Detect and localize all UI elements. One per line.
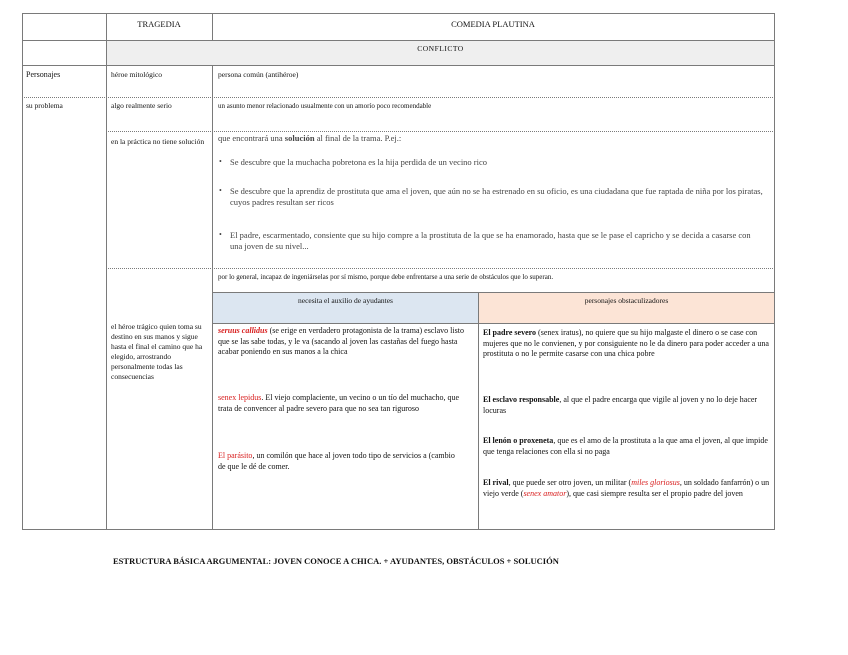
bullet-icon: •: [219, 230, 222, 239]
obstacle-name: El rival: [483, 478, 509, 487]
helper-parasito: [218, 451, 458, 472]
grid-line: [22, 529, 775, 530]
footer-summary: ESTRUCTURA BÁSICA ARGUMENTAL: JOVEN CONOCE A CHICA. + AYUDANTES, OBSTÁCULOS + SOLUCIÓN: [113, 556, 559, 566]
grid-line: [106, 13, 107, 530]
grid-line: [213, 323, 775, 324]
grid-line-dotted: [22, 97, 775, 98]
helper-name: El parásito: [218, 451, 253, 460]
helper-name: senex lepidus: [218, 393, 262, 402]
obstacle-padre: [483, 328, 771, 360]
camino-intro: por lo general, incapaz de ingeniárselas por sí mismo, porque debe enfrentarse a una serie de obstáculos que lo superan.: [218, 273, 554, 281]
grid-line: [22, 13, 23, 530]
helper-name: seruus callidus: [218, 326, 268, 335]
grid-line: [213, 292, 775, 293]
personajes-comedia: persona común (antihéroe): [218, 70, 299, 79]
solucion-intro-a: que encontrará una: [218, 133, 285, 143]
helper-desc: . El viejo complaciente, un vecino o un tío del muchacho, que trata de convencer al padre severo para que no sea tan riguroso: [218, 393, 460, 413]
obstacle-latin-term: miles gloriosus: [631, 478, 680, 487]
obstacle-name: El esclavo responsable: [483, 395, 560, 404]
helper-desc: , un comilón que hace al joven todo tipo de servicios a (cambio de que le dé de comer.: [218, 451, 455, 471]
personajes-tragedia: héroe mitológico: [111, 70, 163, 79]
bullet-icon: •: [219, 186, 222, 195]
solucion-example-2: Se descubre que la aprendiz de prostituta que ama el joven, que aún no se ha estrenado en su oficio, es una ciudadana que fue raptada de niña por los piratas, cuyos padres resultan ser ricos: [230, 186, 763, 207]
obstacle-name: El padre severo: [483, 328, 537, 337]
grid-line: [774, 13, 775, 530]
obstacle-desc: , un soldado fanfarrón) o un viejo verde (: [483, 478, 770, 498]
solucion-example-1: Se descubre que la muchacha pobretona es la hija perdida de un vecino rico: [230, 157, 488, 167]
obstacle-desc: ), que casi siempre resulta ser el propio padre del joven: [566, 488, 743, 498]
header-comedia: COMEDIA PLAUTINA: [451, 19, 535, 29]
solucion-example-3: El padre, escarmentado, consiente que su hijo compre a la prostituta de la que se ha enamorado, hasta que se le pase el capricho y se decida a casarse con una joven de su nivel...: [230, 230, 751, 251]
obstacle-desc: , que puede ser otro joven, un militar (: [508, 478, 632, 487]
helper-desc: (se erige en verdadero protagonista de la trama) esclavo listo que se las sabe todas, y le va (sacando al joven las castañas del fuego hasta acabar poniendo en sus manos a la chica: [218, 326, 464, 356]
grid-line-dotted: [106, 268, 775, 269]
obstacle-latin-term: senex amator: [523, 488, 567, 498]
problema-tragedia: algo realmente serio: [111, 101, 172, 110]
solucion-tragedia: en la práctica no tiene solución: [111, 137, 205, 146]
obstacle-desc: , que es el amo de la prostituta a la que ama el joven, al que impide que tenga relaciones con ella si no paga: [483, 436, 768, 456]
problema-comedia: un asunto menor relacionado usualmente con un amorío poco recomendable: [218, 102, 432, 110]
grid-line: [478, 292, 479, 530]
grid-line: [22, 13, 775, 14]
obstacle-name: El lenón o proxeneta: [483, 436, 554, 445]
grid-line: [22, 40, 775, 41]
solucion-keyword: solución: [284, 133, 315, 143]
bullet-icon: •: [219, 157, 222, 166]
helpers-title: necesita el auxilio de ayudantes: [298, 296, 393, 305]
helper-senex-lepidus: [218, 393, 473, 414]
obstacle-desc: , al que el padre encarga que vigile al joven y no lo deje hacer locuras: [483, 395, 758, 415]
obstacle-lenon: [483, 436, 771, 457]
header-conflicto: CONFLICTO: [417, 44, 464, 53]
header-tragedia: TRAGEDIA: [137, 19, 181, 29]
obstacle-rival: [483, 478, 771, 499]
helper-seruus: [218, 326, 473, 358]
row-label-problema: su problema: [26, 101, 63, 110]
obstacle-desc: (senex iratus), no quiere que su hijo malgaste el dinero o se case con mujeres que no le convienen, y por consiguiente no le da dinero para poder acceder a una prostituta o no le permite casarse con una chica pobre: [483, 328, 769, 358]
solucion-intro: [218, 133, 401, 144]
obstacles-title: personajes obstaculizadores: [584, 296, 669, 305]
row-label-personajes: Personajes: [26, 70, 61, 79]
grid-line-dotted: [106, 131, 775, 132]
grid-line: [22, 65, 775, 66]
solucion-intro-c: al final de la trama. P.ej.:: [314, 133, 402, 143]
obstacle-esclavo: [483, 395, 771, 416]
camino-tragedia: el héroe trágico quien toma su destino en sus manos y sigue hasta el final el camino que ha elegido, arrostrando personalmente todas las consecuencias: [111, 322, 203, 381]
